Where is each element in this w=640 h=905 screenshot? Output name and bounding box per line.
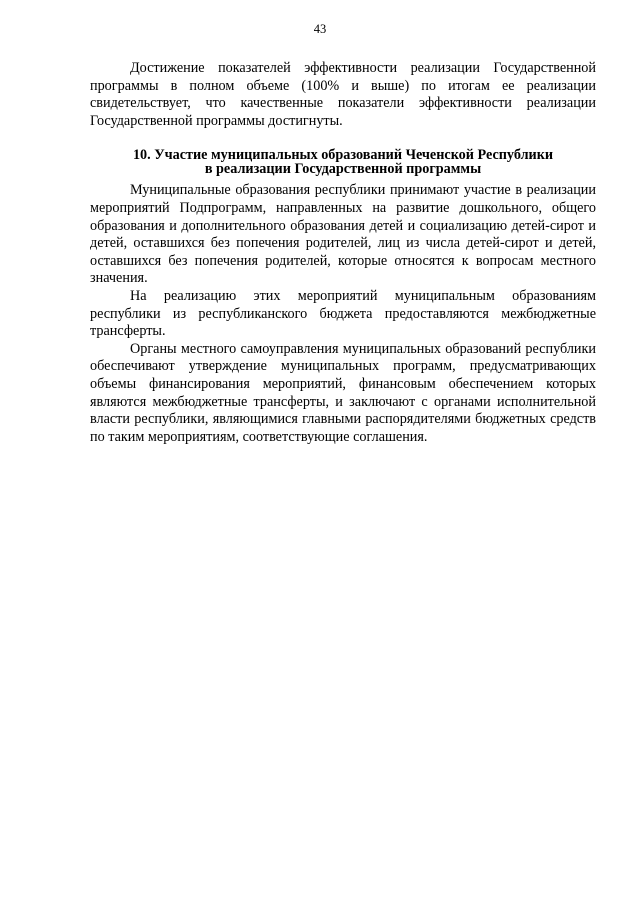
section-paragraph-3: Органы местного самоуправления муниципальных образований республики обеспечивают утверждение муниципальных программ, предусматривающих объемы финансирования мероприятий, финансовым обеспечением которых являются межбюджетные трансферты, и заключают с органами исполнительной власти республики, являющимися главными распорядителями бюджетных средств по таким мероприятиям, соответствующие соглашения. [90, 340, 596, 445]
section-paragraph-1: Муниципальные образования республики принимают участие в реализации мероприятий Подпрограмм, направленных на развитие дошкольного, общего образования и дополнительного образования детей и социализацию детей-сирот и детей, оставшихся без попечения родителей, лиц из числа детей-сирот и детей, оставшихся без попечения родителей, которые относятся к вопросам местного значения. [90, 182, 596, 287]
intro-paragraph: Достижение показателей эффективности реализации Государственной программы в полном объеме (100% и выше) по итогам ее реализации свидетельствует, что качественные показатели эффективности реализации Государственной программы достигнуты. [90, 60, 596, 129]
section-paragraph-2: На реализацию этих мероприятий муниципальным образованиям республики из республиканского бюджета предоставляются межбюджетные трансферты. [90, 287, 596, 340]
section-title [90, 148, 596, 176]
section-title-line-2: в реализации Государственной программы [204, 161, 482, 178]
section-title-line-1: 10. Участие муниципальных образований Чеченской Республики [132, 147, 554, 164]
document-body [90, 60, 596, 446]
page-number: 43 [313, 22, 327, 36]
